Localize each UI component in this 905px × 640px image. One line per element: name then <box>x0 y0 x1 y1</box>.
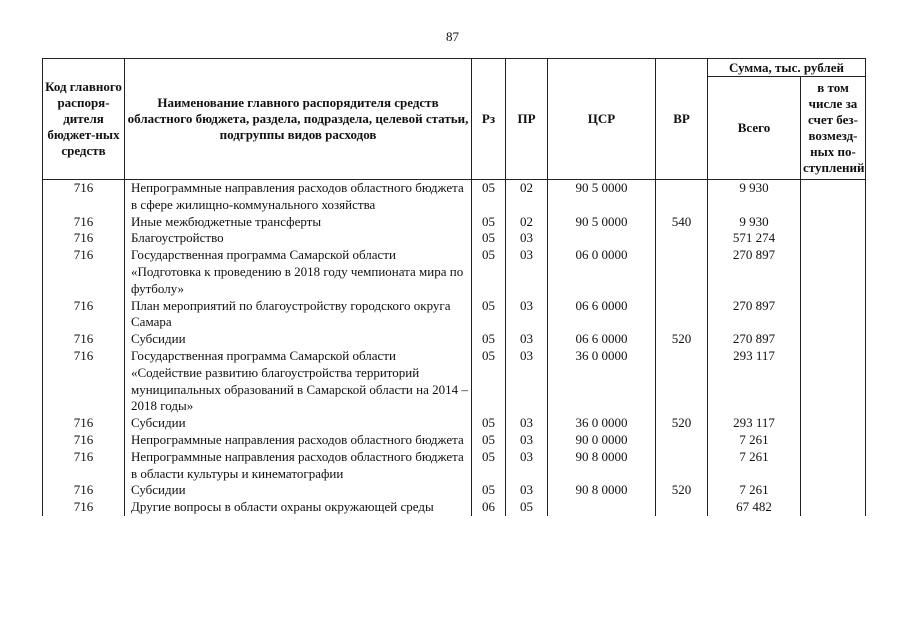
cell-rz: 05 <box>472 214 506 231</box>
cell-name: Субсидии <box>125 415 472 432</box>
cell-vr <box>656 247 708 297</box>
cell-name: Государственная программа Самарской области «Подготовка к проведению в 2018 году чемпионата мира по футболу» <box>125 247 472 297</box>
cell-pr: 03 <box>506 432 548 449</box>
cell-csr: 06 6 0000 <box>548 331 656 348</box>
cell-rz: 05 <box>472 449 506 483</box>
cell-name: Непрограммные направления расходов областного бюджета в сфере жилищно-коммунального хозяйства <box>125 180 472 214</box>
header-pr: ПР <box>506 59 548 180</box>
cell-pr: 03 <box>506 482 548 499</box>
cell-csr <box>548 230 656 247</box>
cell-total: 7 261 <box>708 449 801 483</box>
cell-csr: 36 0 0000 <box>548 415 656 432</box>
cell-code: 716 <box>43 432 125 449</box>
cell-csr: 90 8 0000 <box>548 449 656 483</box>
cell-free-receipts <box>801 415 866 432</box>
table-body <box>43 180 866 516</box>
cell-free-receipts <box>801 230 866 247</box>
table-row <box>43 247 866 297</box>
cell-vr <box>656 180 708 214</box>
cell-csr: 06 0 0000 <box>548 247 656 297</box>
cell-name: Другие вопросы в области охраны окружающей среды <box>125 499 472 516</box>
cell-rz: 05 <box>472 230 506 247</box>
cell-csr: 36 0 0000 <box>548 348 656 415</box>
cell-vr <box>656 348 708 415</box>
cell-name: Государственная программа Самарской области «Содействие развитию благоустройства территорий муниципальных образований в Самарской области на 2014 – 2018 годы» <box>125 348 472 415</box>
cell-name: Субсидии <box>125 331 472 348</box>
page-number: 87 <box>446 29 459 44</box>
cell-code: 716 <box>43 348 125 415</box>
cell-pr: 02 <box>506 180 548 214</box>
cell-rz: 05 <box>472 482 506 499</box>
table-row <box>43 230 866 247</box>
table-row <box>43 415 866 432</box>
cell-code: 716 <box>43 449 125 483</box>
header-rz: Рз <box>472 59 506 180</box>
header-free-receipts: в том числе за счет без-возмезд-ных по-ступлений <box>801 77 866 180</box>
table-row <box>43 214 866 231</box>
cell-csr: 06 6 0000 <box>548 298 656 332</box>
cell-total: 270 897 <box>708 331 801 348</box>
cell-pr: 05 <box>506 499 548 516</box>
cell-free-receipts <box>801 247 866 297</box>
cell-name: Иные межбюджетные трансферты <box>125 214 472 231</box>
cell-rz: 06 <box>472 499 506 516</box>
cell-code: 716 <box>43 331 125 348</box>
cell-csr: 90 0 0000 <box>548 432 656 449</box>
cell-code: 716 <box>43 298 125 332</box>
cell-free-receipts <box>801 348 866 415</box>
cell-csr: 90 5 0000 <box>548 180 656 214</box>
table-row <box>43 331 866 348</box>
cell-pr: 03 <box>506 230 548 247</box>
cell-pr: 03 <box>506 449 548 483</box>
cell-free-receipts <box>801 298 866 332</box>
cell-vr <box>656 230 708 247</box>
cell-code: 716 <box>43 214 125 231</box>
header-vr: ВР <box>656 59 708 180</box>
cell-total: 270 897 <box>708 298 801 332</box>
cell-name: Благоустройство <box>125 230 472 247</box>
cell-pr: 03 <box>506 247 548 297</box>
cell-total: 7 261 <box>708 482 801 499</box>
cell-rz: 05 <box>472 348 506 415</box>
cell-free-receipts <box>801 214 866 231</box>
cell-code: 716 <box>43 415 125 432</box>
cell-vr <box>656 432 708 449</box>
cell-total: 9 930 <box>708 214 801 231</box>
table-row <box>43 348 866 415</box>
table-row <box>43 432 866 449</box>
table-row <box>43 298 866 332</box>
cell-vr <box>656 449 708 483</box>
cell-total: 571 274 <box>708 230 801 247</box>
cell-vr: 520 <box>656 415 708 432</box>
cell-csr: 90 8 0000 <box>548 482 656 499</box>
header-code: Код главного распоря-дителя бюджет-ных средств <box>43 59 125 180</box>
cell-total: 293 117 <box>708 415 801 432</box>
cell-rz: 05 <box>472 247 506 297</box>
cell-csr: 90 5 0000 <box>548 214 656 231</box>
cell-vr <box>656 298 708 332</box>
cell-pr: 03 <box>506 415 548 432</box>
header-total: Всего <box>708 77 801 180</box>
cell-name: Непрограммные направления расходов областного бюджета в области культуры и кинематографии <box>125 449 472 483</box>
cell-pr: 03 <box>506 331 548 348</box>
cell-free-receipts <box>801 432 866 449</box>
table-row <box>43 499 866 516</box>
cell-code: 716 <box>43 482 125 499</box>
cell-vr: 540 <box>656 214 708 231</box>
cell-rz: 05 <box>472 432 506 449</box>
cell-rz: 05 <box>472 331 506 348</box>
cell-rz: 05 <box>472 298 506 332</box>
table-row <box>43 482 866 499</box>
table-row <box>43 180 866 214</box>
header-sum-group: Сумма, тыс. рублей <box>708 59 866 77</box>
header-csr: ЦСР <box>548 59 656 180</box>
cell-free-receipts <box>801 180 866 214</box>
cell-total: 7 261 <box>708 432 801 449</box>
cell-total: 293 117 <box>708 348 801 415</box>
cell-pr: 02 <box>506 214 548 231</box>
cell-vr <box>656 499 708 516</box>
cell-rz: 05 <box>472 415 506 432</box>
cell-total: 9 930 <box>708 180 801 214</box>
cell-free-receipts <box>801 482 866 499</box>
cell-pr: 03 <box>506 298 548 332</box>
cell-code: 716 <box>43 247 125 297</box>
header-name: Наименование главного распорядителя средств областного бюджета, раздела, подраздела, целевой статьи, подгруппы видов расходов <box>125 59 472 180</box>
cell-free-receipts <box>801 499 866 516</box>
cell-rz: 05 <box>472 180 506 214</box>
cell-total: 270 897 <box>708 247 801 297</box>
cell-free-receipts <box>801 331 866 348</box>
cell-code: 716 <box>43 180 125 214</box>
cell-vr: 520 <box>656 331 708 348</box>
cell-code: 716 <box>43 499 125 516</box>
table-row <box>43 449 866 483</box>
cell-name: Субсидии <box>125 482 472 499</box>
cell-name: Непрограммные направления расходов областного бюджета <box>125 432 472 449</box>
cell-code: 716 <box>43 230 125 247</box>
cell-vr: 520 <box>656 482 708 499</box>
cell-pr: 03 <box>506 348 548 415</box>
cell-name: План мероприятий по благоустройству городского округа Самара <box>125 298 472 332</box>
cell-total: 67 482 <box>708 499 801 516</box>
budget-table <box>42 58 866 516</box>
table-header <box>43 59 866 180</box>
cell-free-receipts <box>801 449 866 483</box>
cell-csr <box>548 499 656 516</box>
